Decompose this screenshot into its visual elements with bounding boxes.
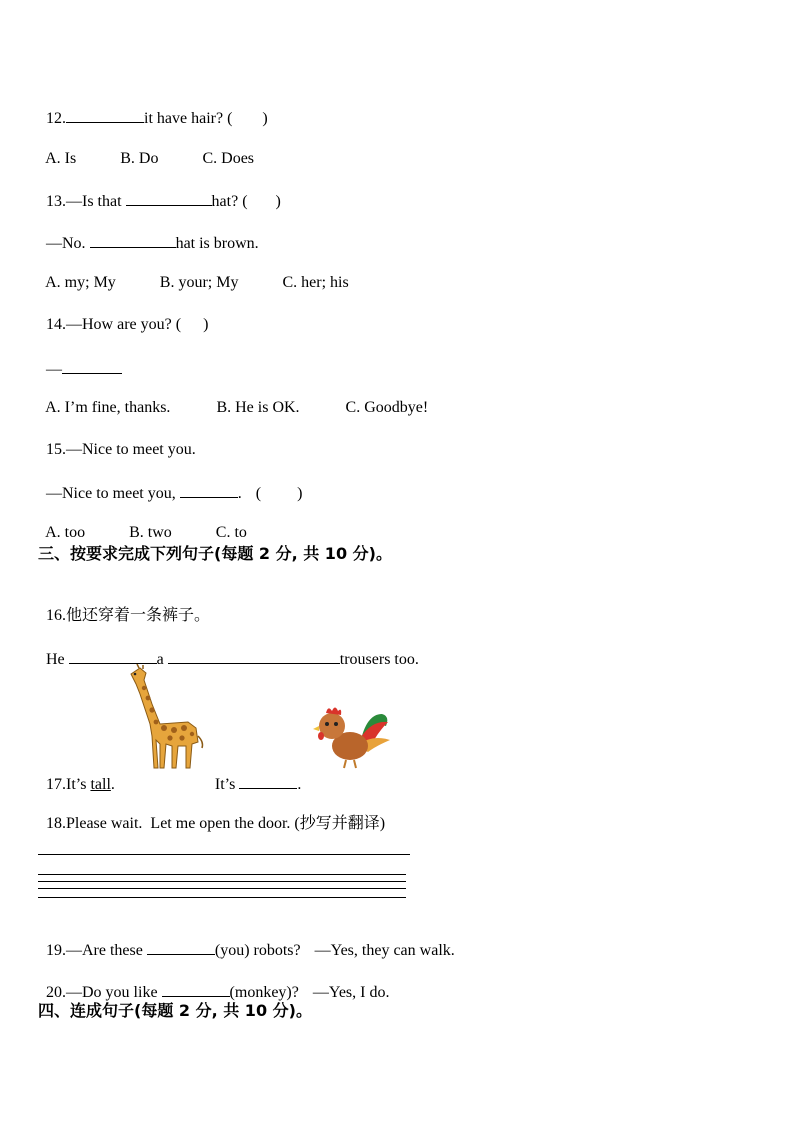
sentence-right: It’s: [214, 776, 240, 793]
question-text-end: (you) robots?: [214, 942, 301, 959]
answer-blank[interactable]: [90, 232, 176, 248]
question-number: 17.: [46, 776, 66, 793]
rooster-image: [310, 700, 394, 770]
question-15: [38, 420, 196, 460]
question-19: [38, 919, 455, 961]
paren-open: (: [255, 485, 262, 502]
option-c[interactable]: C. Does: [202, 150, 255, 167]
question-15-options: [38, 503, 247, 543]
question-15-answer: [38, 462, 302, 504]
question-text: —Nice to meet you.: [66, 441, 196, 458]
paren-close: ): [275, 193, 281, 210]
question-number: 14.: [46, 316, 66, 333]
answer-text-end: hat is brown.: [175, 235, 259, 252]
writing-line-2[interactable]: [38, 881, 406, 882]
question-number: 13.: [46, 193, 66, 210]
answer-blank-2[interactable]: [168, 648, 340, 664]
answer-text: —Nice to meet you,: [46, 485, 180, 502]
answer-text-end: .: [237, 485, 242, 502]
answer-blank[interactable]: [66, 107, 144, 123]
question-text: —How are you? (: [66, 316, 182, 333]
writing-line-3[interactable]: [38, 888, 406, 889]
question-text: —Are these: [66, 942, 147, 959]
answer-text-end: trousers too.: [339, 651, 419, 668]
copy-line[interactable]: [38, 854, 410, 855]
option-b[interactable]: B. Do: [120, 150, 159, 167]
option-a[interactable]: A. my; My: [45, 274, 116, 291]
question-text: Please wait. Let me open the door. (抄写并翻译): [66, 815, 386, 832]
question-text-end: hat? (: [211, 193, 248, 210]
question-17: [38, 753, 301, 795]
sentence-right-end: .: [297, 776, 302, 793]
question-number: 15.: [46, 441, 66, 458]
answer-dash: —: [46, 361, 62, 378]
answer-blank[interactable]: [162, 981, 230, 997]
question-13: [38, 170, 281, 212]
answer-blank-1[interactable]: [69, 648, 157, 664]
answer-text: —No.: [46, 235, 90, 252]
underlined-word: tall: [90, 776, 111, 793]
answer-text: —Yes, I do.: [312, 984, 390, 1001]
question-13-options: [38, 253, 349, 293]
answer-blank[interactable]: [239, 773, 297, 789]
answer-blank[interactable]: [147, 939, 215, 955]
question-14-options: [38, 378, 428, 418]
option-c[interactable]: C. to: [215, 524, 247, 541]
answer-blank[interactable]: [126, 190, 212, 206]
answer-article: a: [156, 651, 168, 668]
question-12-options: [38, 129, 254, 169]
paren-close: ): [262, 110, 268, 127]
writing-line-1[interactable]: [38, 874, 406, 875]
question-text-end: (monkey)?: [229, 984, 299, 1001]
question-number: 20.: [46, 984, 66, 1001]
question-13-answer: [38, 212, 259, 254]
question-number: 12.: [46, 110, 66, 127]
question-text: it have hair? (: [144, 110, 233, 127]
writing-line-4[interactable]: [38, 897, 406, 898]
question-number: 16.: [46, 607, 66, 624]
question-text: —Is that: [66, 193, 126, 210]
question-20: [38, 961, 389, 1003]
paren-close: ): [203, 316, 209, 333]
question-text: —Do you like: [66, 984, 162, 1001]
option-b[interactable]: B. your; My: [159, 274, 239, 291]
answer-text: He: [46, 651, 69, 668]
option-b[interactable]: B. He is OK.: [216, 399, 300, 416]
option-a[interactable]: A. too: [45, 524, 86, 541]
sentence-left-end: .: [110, 776, 115, 793]
question-number: 18.: [46, 815, 66, 832]
chinese-sentence: 他还穿着一条裤子。: [66, 607, 211, 624]
section-3-title: 三、按要求完成下列句子(每题 2 分, 共 10 分)。: [38, 544, 392, 563]
section-4-title: 四、连成句子(每题 2 分, 共 10 分)。: [38, 1001, 312, 1020]
answer-blank[interactable]: [62, 358, 122, 374]
question-14: [38, 295, 208, 335]
option-c[interactable]: C. her; his: [282, 274, 349, 291]
sentence-left: It’s: [66, 776, 91, 793]
question-number: 19.: [46, 942, 66, 959]
answer-blank[interactable]: [180, 482, 238, 498]
option-a[interactable]: A. Is: [45, 150, 77, 167]
question-14-answer: [38, 338, 122, 380]
question-16: [38, 586, 210, 626]
option-b[interactable]: B. two: [129, 524, 172, 541]
paren-close: ): [297, 485, 303, 502]
answer-text: —Yes, they can walk.: [314, 942, 455, 959]
option-a[interactable]: A. I’m fine, thanks.: [45, 399, 171, 416]
question-18: [38, 794, 385, 834]
option-c[interactable]: C. Goodbye!: [345, 399, 429, 416]
question-16-answer: [38, 628, 419, 670]
question-12: [38, 87, 268, 129]
